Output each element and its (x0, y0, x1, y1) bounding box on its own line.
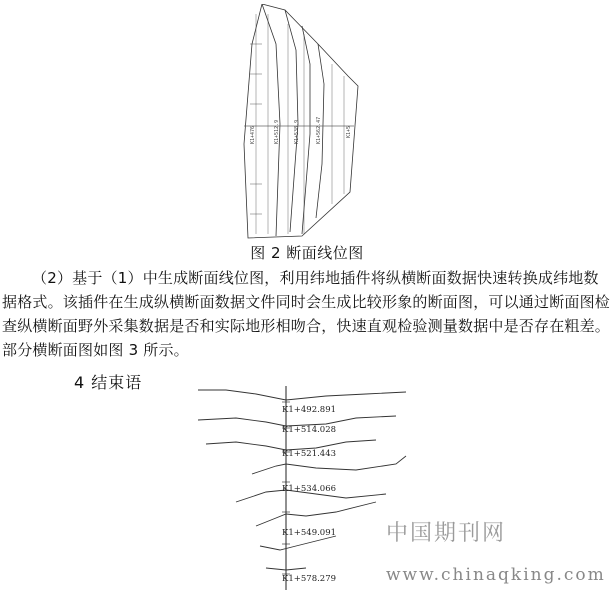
paragraph-text: （2）基于（1）中生成断面线位图，利用纬地插件将纵横断面数据快速转换成纬地数据格式。该插件在生成纵横断面数据文件同时会生成比较形象的断面图，可以通过断面图检查纵横断面野外采集数据是否和实际地形相吻合，快速直观检验测量数据中是否存在粗差。部分横断面图如图 3 所示。 (2, 269, 611, 359)
station-label: K1+521.443 (282, 449, 337, 459)
station-label: K1+534.066 (282, 484, 337, 494)
section-heading: 4 结束语 (74, 373, 143, 392)
body-paragraph (2, 266, 612, 362)
watermark-url: www.chinaqking.com (386, 565, 606, 585)
svg-text:K1+5: K1+5 (346, 125, 352, 138)
station-label: K1+514.028 (282, 425, 337, 435)
station-label: K1+549.091 (282, 528, 337, 538)
svg-text:K1+562.47: K1+562.47 (316, 116, 322, 144)
figure-2-caption: 图 2 断面线位图 (250, 244, 364, 262)
svg-text:K1+476: K1+476 (250, 125, 256, 144)
watermark-chinese: 中国期刊网 (386, 521, 507, 546)
figure-2-line-map (240, 4, 370, 242)
svg-text:K1+538.9: K1+538.9 (294, 119, 300, 144)
station-label: K1+492.891 (282, 405, 337, 415)
station-label: K1+578.279 (282, 574, 337, 584)
svg-text:K1+512.9: K1+512.9 (274, 119, 280, 144)
